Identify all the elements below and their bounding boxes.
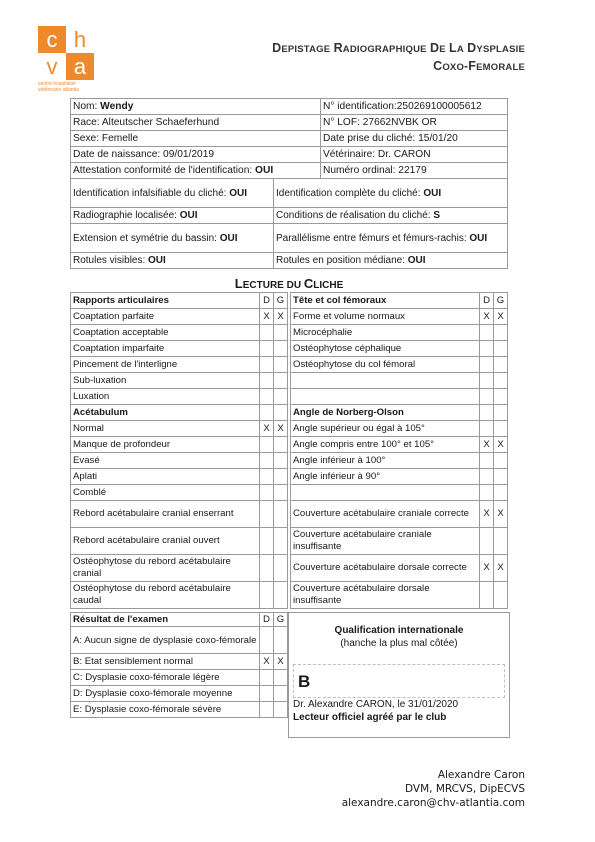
right-d-checkbox[interactable]: [480, 325, 494, 341]
lecture-right-label: Couverture acétabulaire craniale correcte: [291, 501, 480, 528]
lecture-row: [71, 528, 508, 555]
right-g-checkbox[interactable]: X: [494, 555, 508, 582]
lof-cell: N° LOF: 27662NVBK OR: [321, 115, 508, 131]
name-cell: Nom: Wendy: [71, 99, 321, 115]
lecture-left-label: Normal: [71, 421, 260, 437]
left-g-checkbox[interactable]: [274, 555, 288, 582]
left-d-checkbox[interactable]: [260, 389, 274, 405]
footer-titles: DVM, MRCVS, DipECVS: [405, 783, 525, 795]
right-g-checkbox[interactable]: [494, 389, 508, 405]
left-d-checkbox[interactable]: [260, 373, 274, 389]
left-g-checkbox[interactable]: [274, 528, 288, 555]
right-d-checkbox[interactable]: [480, 469, 494, 485]
right-d-checkbox[interactable]: X: [480, 555, 494, 582]
logo-letter-c: c: [38, 26, 66, 53]
identification-number: 250269100005612: [396, 100, 482, 112]
result-g-checkbox[interactable]: [274, 702, 288, 718]
left-d-checkbox[interactable]: [260, 485, 274, 501]
lecture-left-label: Rebord acétabulaire cranial enserrant: [71, 501, 260, 528]
left-d-checkbox[interactable]: [260, 453, 274, 469]
chv-logo: [38, 26, 94, 93]
right-g-checkbox[interactable]: [494, 405, 508, 421]
result-label: C: Dysplasie coxo-fémorale légère: [71, 670, 260, 686]
result-row: [71, 702, 288, 718]
identity-table: [70, 98, 508, 179]
left-g-checkbox[interactable]: [274, 469, 288, 485]
logo-subtitle-1: centre hospitalier: [38, 81, 77, 87]
lecture-left-label: Manque de profondeur: [71, 437, 260, 453]
left-d-checkbox[interactable]: [260, 341, 274, 357]
lecture-right-label: Angle inférieur à 100°: [291, 453, 480, 469]
verif-cell: Identification complète du cliché: OUI: [274, 179, 508, 208]
sex-cell: Sexe: Femelle: [71, 131, 321, 147]
signature-line: Dr. Alexandre CARON, le 31/01/2020: [293, 699, 459, 710]
dog-name: Wendy: [100, 100, 134, 112]
lecture-right-label: [291, 485, 480, 501]
logo-subtitle-2: vétérinaire atlantia: [38, 86, 79, 93]
result-row: [71, 654, 288, 670]
qualification-box: [288, 612, 510, 738]
left-g-checkbox[interactable]: [274, 389, 288, 405]
right-g-checkbox[interactable]: X: [494, 437, 508, 453]
logo-letter-a: a: [66, 53, 94, 80]
right-g-checkbox[interactable]: X: [494, 309, 508, 325]
left-g-checkbox[interactable]: [274, 325, 288, 341]
left-g-checkbox[interactable]: [274, 405, 288, 421]
lecture-right-label: Microcéphalie: [291, 325, 480, 341]
result-label: A: Aucun signe de dysplasie coxo-fémorale: [71, 627, 260, 654]
lecture-left-label: Sub-luxation: [71, 373, 260, 389]
lecture-title: LECTURE DU CLICHE: [234, 276, 344, 291]
verif-cell: Rotules en position médiane: OUI: [274, 253, 508, 269]
verification-table: [70, 178, 508, 269]
left-d-checkbox[interactable]: [260, 582, 274, 609]
col-g-header: G: [274, 613, 288, 627]
verif-cell: Parallélisme entre fémurs et fémurs-rachis: OUI: [274, 224, 508, 253]
right-d-checkbox[interactable]: [480, 421, 494, 437]
lecture-row: [71, 469, 508, 485]
lecture-right-label: [291, 389, 480, 405]
grade-value: B: [298, 672, 311, 691]
left-d-checkbox: D: [260, 293, 274, 309]
lecture-row: [71, 405, 508, 421]
lecture-left-label: Rapports articulaires: [71, 293, 260, 309]
left-d-checkbox[interactable]: [260, 555, 274, 582]
lecture-left-label: Coaptation imparfaite: [71, 341, 260, 357]
right-d-checkbox[interactable]: [480, 389, 494, 405]
lecture-left-label: Pincement de l'interligne: [71, 357, 260, 373]
result-g-checkbox[interactable]: X: [274, 654, 288, 670]
lecture-left-label: Coaptation parfaite: [71, 309, 260, 325]
result-g-checkbox[interactable]: [274, 686, 288, 702]
left-d-checkbox[interactable]: [260, 437, 274, 453]
lecture-right-label: Angle compris entre 100° et 105°: [291, 437, 480, 453]
lecture-left-label: Ostéophytose du rebord acétabulaire cranial: [71, 555, 260, 582]
verif-cell: Extension et symétrie du bassin: OUI: [71, 224, 274, 253]
right-d-checkbox[interactable]: [480, 357, 494, 373]
footer-signature: [342, 768, 525, 810]
lecture-row: [71, 453, 508, 469]
result-d-checkbox[interactable]: [260, 702, 274, 718]
right-d-checkbox[interactable]: [480, 341, 494, 357]
lecture-right-label: Couverture acétabulaire dorsale correcte: [291, 555, 480, 582]
right-g-checkbox[interactable]: [494, 453, 508, 469]
right-g-checkbox[interactable]: [494, 485, 508, 501]
race-cell: Race: Alteutscher Schaeferhund: [71, 115, 321, 131]
left-g-checkbox[interactable]: [274, 501, 288, 528]
lecture-row: [71, 373, 508, 389]
left-g-checkbox[interactable]: [274, 373, 288, 389]
lecture-left-label: Evasé: [71, 453, 260, 469]
result-d-checkbox[interactable]: X: [260, 654, 274, 670]
left-d-checkbox[interactable]: X: [260, 421, 274, 437]
left-g-checkbox[interactable]: [274, 437, 288, 453]
right-g-checkbox[interactable]: [494, 341, 508, 357]
left-g-checkbox[interactable]: [274, 582, 288, 609]
right-d-checkbox[interactable]: [480, 528, 494, 555]
right-g-checkbox[interactable]: [494, 528, 508, 555]
title-line-1: DEPISTAGE RADIOGRAPHIQUE DE LA DYSPLASIE: [272, 41, 525, 55]
right-d-checkbox[interactable]: X: [480, 501, 494, 528]
qualification-subtitle: (hanche la plus mal côtée): [340, 638, 458, 649]
logo-letter-h: h: [66, 26, 94, 53]
lecture-row: [71, 293, 508, 309]
result-g-checkbox[interactable]: [274, 627, 288, 654]
verif-cell: Identification infalsifiable du cliché: OUI: [71, 179, 274, 208]
reader-role: Lecteur officiel agréé par le club: [293, 712, 447, 723]
result-label: B: Etat sensiblement normal: [71, 654, 260, 670]
logo-letter-v: v: [38, 53, 66, 80]
right-d-checkbox: D: [480, 293, 494, 309]
lecture-right-label: Tête et col fémoraux: [291, 293, 480, 309]
qualification-title: Qualification internationale: [334, 625, 464, 636]
lecture-left-label: Coaptation acceptable: [71, 325, 260, 341]
col-d-header: D: [260, 613, 274, 627]
left-d-checkbox[interactable]: [260, 357, 274, 373]
right-d-checkbox[interactable]: [480, 373, 494, 389]
left-d-checkbox[interactable]: [260, 325, 274, 341]
result-row: [71, 686, 288, 702]
right-g-checkbox[interactable]: [494, 421, 508, 437]
lecture-row: [71, 421, 508, 437]
verif-cell: Rotules visibles: OUI: [71, 253, 274, 269]
lecture-right-label: [291, 373, 480, 389]
right-d-checkbox[interactable]: [480, 485, 494, 501]
lecture-right-label: Angle de Norberg-Olson: [291, 405, 480, 421]
lecture-right-label: Angle supérieur ou égal à 105°: [291, 421, 480, 437]
result-title: Résultat de l'examen: [71, 613, 260, 627]
result-header-row: [71, 613, 288, 627]
left-g-checkbox[interactable]: [274, 341, 288, 357]
right-d-checkbox[interactable]: X: [480, 437, 494, 453]
lecture-left-label: Rebord acétabulaire cranial ouvert: [71, 528, 260, 555]
lecture-row: [71, 325, 508, 341]
right-d-checkbox[interactable]: [480, 582, 494, 609]
lecture-left-label: Ostéophytose du rebord acétabulaire caudal: [71, 582, 260, 609]
lecture-left-label: Luxation: [71, 389, 260, 405]
title-line-2: COXO-FEMORALE: [433, 59, 525, 73]
lecture-row: [71, 341, 508, 357]
left-g-checkbox[interactable]: X: [274, 421, 288, 437]
footer-name: Alexandre Caron: [437, 769, 525, 781]
left-g-checkbox: G: [274, 293, 288, 309]
lecture-right-label: Couverture acétabulaire dorsale insuffisante: [291, 582, 480, 609]
right-g-checkbox[interactable]: [494, 582, 508, 609]
result-d-checkbox[interactable]: [260, 670, 274, 686]
attestation-cell: Attestation conformité de l'identification: OUI: [71, 163, 321, 179]
result-row: [71, 627, 288, 654]
left-d-checkbox[interactable]: X: [260, 309, 274, 325]
ordinal-cell: Numéro ordinal: 22179: [321, 163, 508, 179]
lecture-left-label: Comblé: [71, 485, 260, 501]
lecture-table: [70, 292, 508, 609]
right-d-checkbox[interactable]: [480, 453, 494, 469]
lecture-right-label: Angle inférieur à 90°: [291, 469, 480, 485]
lecture-right-label: Couverture acétabulaire craniale insuffisante: [291, 528, 480, 555]
left-g-checkbox[interactable]: [274, 485, 288, 501]
lecture-row: [71, 582, 508, 609]
lecture-row: [71, 357, 508, 373]
document-title: [272, 40, 525, 76]
lecture-row: [71, 437, 508, 453]
birthdate-cell: Date de naissance: 09/01/2019: [71, 147, 321, 163]
lecture-row: [71, 309, 508, 325]
grade-box: [293, 664, 505, 698]
right-d-checkbox[interactable]: X: [480, 309, 494, 325]
footer-email[interactable]: alexandre.caron@chv-atlantia.com: [341, 797, 525, 809]
lecture-left-label: Aplati: [71, 469, 260, 485]
identification-cell: N° identification:250269100005612: [321, 99, 508, 115]
lecture-row: [71, 485, 508, 501]
lecture-row: [71, 555, 508, 582]
lecture-row: [71, 501, 508, 528]
right-g-checkbox[interactable]: [494, 357, 508, 373]
right-g-checkbox[interactable]: [494, 325, 508, 341]
result-g-checkbox[interactable]: [274, 670, 288, 686]
verif-cell: Conditions de réalisation du cliché: S: [274, 208, 508, 224]
left-d-checkbox[interactable]: [260, 469, 274, 485]
right-g-checkbox[interactable]: [494, 469, 508, 485]
result-d-checkbox[interactable]: [260, 627, 274, 654]
result-label: D: Dysplasie coxo-fémorale moyenne: [71, 686, 260, 702]
left-d-checkbox[interactable]: [260, 501, 274, 528]
result-row: [71, 670, 288, 686]
left-d-checkbox[interactable]: [260, 405, 274, 421]
lecture-left-label: Acétabulum: [71, 405, 260, 421]
right-g-checkbox: G: [494, 293, 508, 309]
right-g-checkbox[interactable]: X: [494, 501, 508, 528]
result-table: [70, 612, 288, 718]
lecture-right-label: Ostéophytose du col fémoral: [291, 357, 480, 373]
lecture-right-label: Forme et volume normaux: [291, 309, 480, 325]
left-g-checkbox[interactable]: [274, 357, 288, 373]
xray-date-cell: Date prise du cliché: 15/01/20: [321, 131, 508, 147]
left-g-checkbox[interactable]: X: [274, 309, 288, 325]
lecture-right-label: Ostéophytose céphalique: [291, 341, 480, 357]
right-g-checkbox[interactable]: [494, 373, 508, 389]
left-d-checkbox[interactable]: [260, 528, 274, 555]
left-g-checkbox[interactable]: [274, 453, 288, 469]
right-d-checkbox[interactable]: [480, 405, 494, 421]
result-label: E: Dysplasie coxo-fémorale sévère: [71, 702, 260, 718]
result-d-checkbox[interactable]: [260, 686, 274, 702]
veterinarian-cell: Vétérinaire: Dr. CARON: [321, 147, 508, 163]
lecture-row: [71, 389, 508, 405]
verif-cell: Radiographie localisée: OUI: [71, 208, 274, 224]
